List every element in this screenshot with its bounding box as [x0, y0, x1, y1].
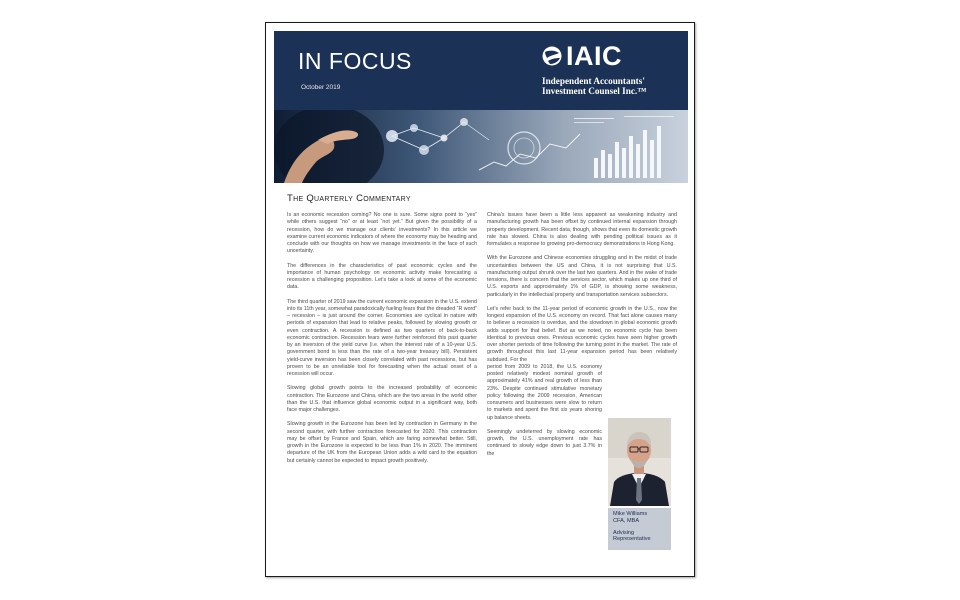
- globe-icon: [542, 46, 562, 66]
- hero-graphic: [274, 110, 688, 183]
- section-heading: The Quarterly Commentary: [287, 193, 411, 204]
- paragraph: The third quarter of 2019 saw the current economic expansion in the U.S. extend into its 11th year, somewhat paradoxically fueling fears that the dreaded “R word” – recession – is just around the corner. Economies are cyclical in nature with periods of expansion that lead to relative peaks, followed by slowing growth or even contraction. A recession is defined as two quarters of back-to-back economic contraction. Recession fears were further reinforced this past quarter by an inversion of the yield curve (i.e. when the interest rate of a 10-year U.S. government bond is less than the rate of a two-year treasury bill). Persistent yield-curve inversion has been closely correlated with past recessions, but has proven to be an unreliable tool for forecasting when the actual onset of a recession will occur.: [287, 298, 477, 377]
- paragraph: Slowing global growth points to the increased probability of economic contraction. The Eurozone and China, which are the two areas in the world other than the U.S. that influence global economic output in a significant way, both face major challenges.: [287, 385, 477, 413]
- left-column: [287, 212, 477, 472]
- author-name: Mike Williams: [613, 511, 648, 517]
- logo-line-1: Independent Accountants': [542, 76, 645, 86]
- author-caption: [608, 508, 671, 550]
- logo-wordmark: IAIC: [566, 41, 622, 71]
- logo-line-2: Investment Counsel Inc.™: [542, 86, 647, 96]
- newsletter-page: [265, 22, 695, 577]
- author-credentials: CFA, MBA: [613, 517, 640, 524]
- paragraph: period from 2009 to 2018, the U.S. economy posted relatively modest nominal growth of approximately 41% and real growth of less than 23%. Despite continued stimulative monetary policy following the 2009 recession, American consumers and businesses were slow to return to markets and spent the first six years shoring up balance sheets.: [487, 363, 602, 421]
- paragraph: Is an economic recession coming? No one is sure. Some signs point to “yes” while others suggest “no” or at least “not yet.” But given the possibility of a recession, how do we manage our clients’ investments? In this article we examine current economic indicators of where the economy may be heading and conclude with our thoughts on how we manage investments in the face of such uncertainty.: [287, 212, 477, 255]
- paragraph: The differences in the characteristics of past economic cycles and the importance of human psychology on economic activity make forecasting a recession a challenging proposition. Let’s take a look at some of the economic data.: [287, 262, 477, 291]
- paragraph: China’s issues have been a little less apparent as weakening industry and manufacturing growth has been offset by continued internal expansion through property development. Recent data, though, shows that even its domestic growth rate has slowed. China is also dealing with pending political issues as it formulates a response to growing pro-democracy demonstrations in Hong Kong.: [487, 212, 677, 247]
- newsletter-title: IN FOCUS: [298, 48, 412, 74]
- header-banner: [274, 31, 688, 110]
- iaic-logo: [542, 39, 676, 101]
- paragraph: With the Eurozone and Chinese economies struggling and in the midst of trade uncertainties between the US and China, it is not surprising that U.S. manufacturing output shrunk over the last two quarters. And in the wake of trade tensions, there is concern that the services sector, which makes up one third of U.S. exports and approximately 1% of GDP, is showing some weakness, particularly in the intellectual property and transportation services subsectors.: [487, 255, 677, 298]
- author-role: Advising: [613, 529, 635, 536]
- paragraph: Slowing growth in the Eurozone has been led by contraction in Germany in the second quarter, with further contraction forecasted for 2020. This contraction may be offset by France and Spain, which are faring somewhat better. Still, growth in the Eurozone is expected to be less than 1% in 2020. The imminent departure of the UK from the European Union adds a wild card to the equation but certainly cannot be expected to impact growth positively.: [287, 421, 477, 464]
- paragraph: Let’s refer back to the 11-year period of economic growth in the U.S., now the longest expansion of the U.S. economy on record. That fact alone causes many to believe a recession is overdue, and the slowdown in global economic growth adds support for that belief. But as we noted, no economic cycle has been identical to previous ones. Previous economic cycles have seen higher growth over shorter periods of time following the turning point in the market. The rate of growth throughout this last 11-year expansion period has been relatively subdued. For the: [487, 305, 677, 363]
- hero-image: [274, 110, 688, 183]
- paragraph: Seemingly undeterred by slowing economic growth, the U.S. unemployment rate has continued to slowly edge down to just 3.7% in the: [487, 428, 602, 457]
- issue-date: October 2019: [301, 84, 341, 91]
- author-role: Representative: [613, 536, 651, 543]
- author-photo: [608, 418, 671, 506]
